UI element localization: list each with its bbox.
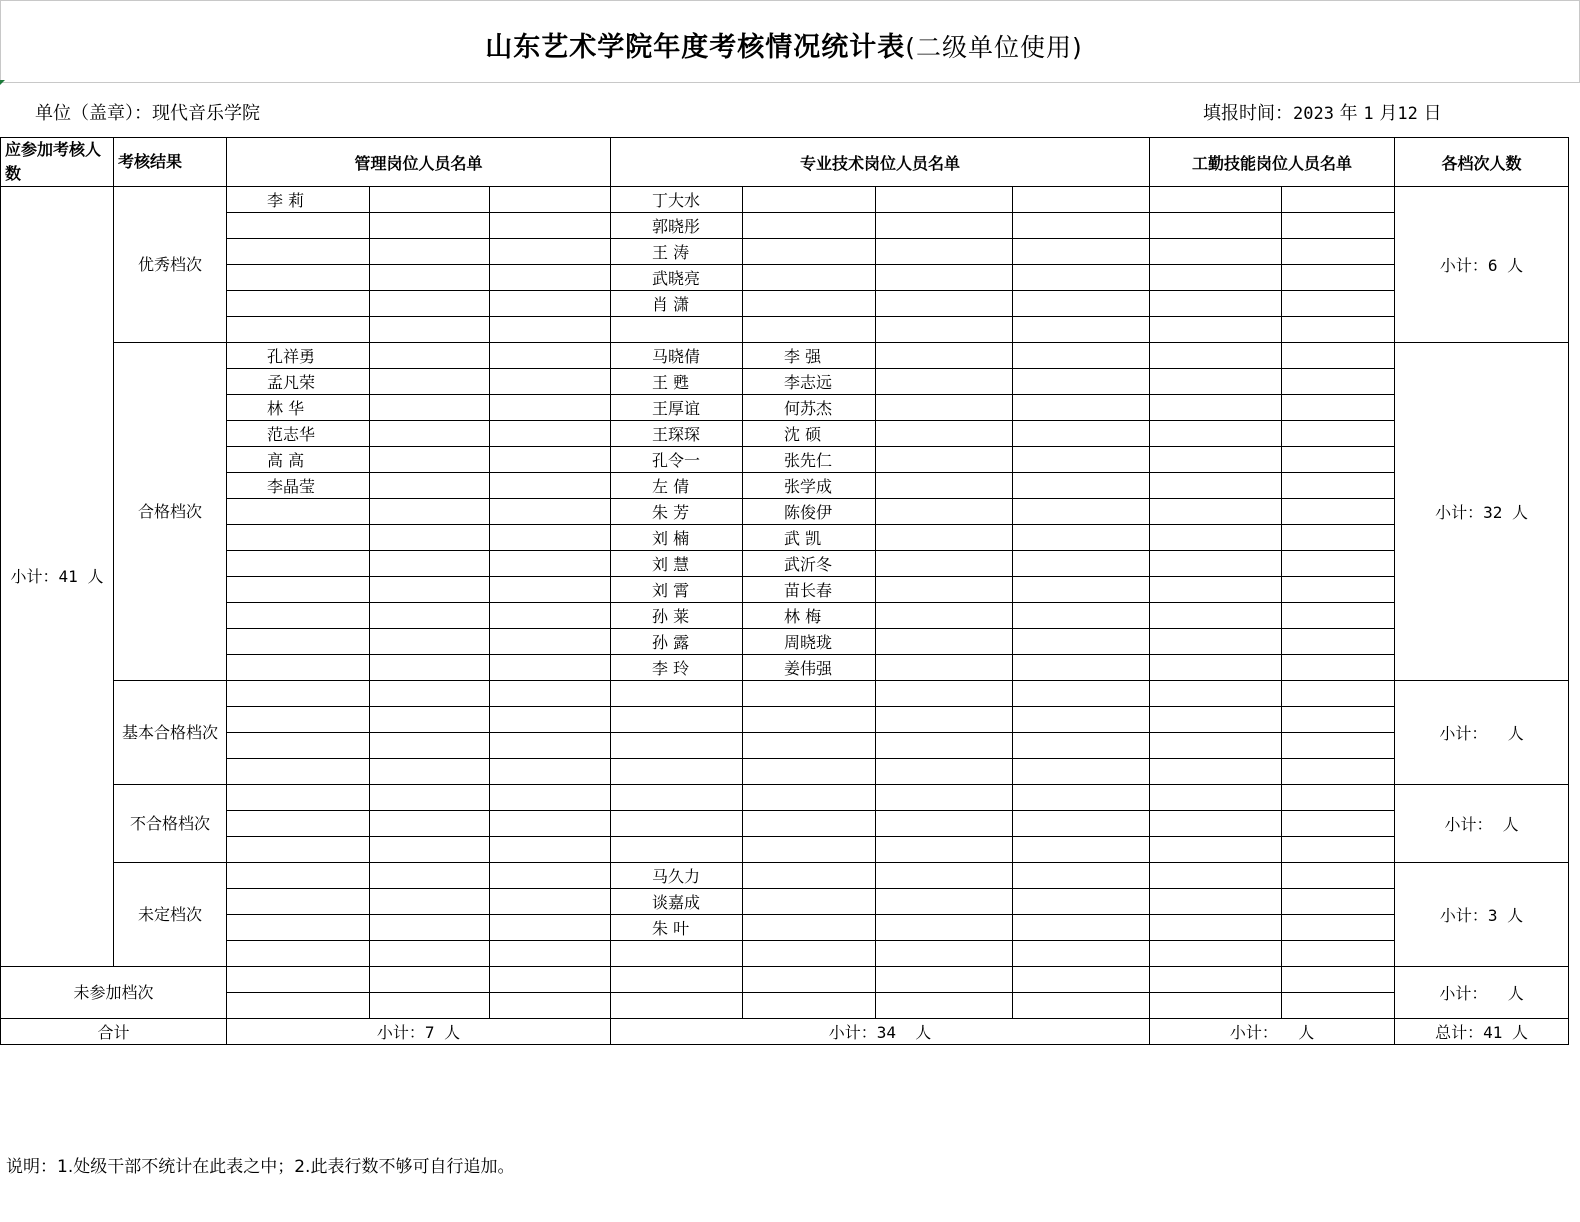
table-row [1, 889, 1569, 915]
totals-label: 合计 [1, 1019, 227, 1045]
prof-name[interactable]: 刘 慧 [611, 551, 743, 577]
prof-name[interactable]: 刘 楠 [611, 525, 743, 551]
table-row [1, 395, 1569, 421]
mgmt-name[interactable]: 高 高 [227, 447, 370, 473]
totals-row [1, 1019, 1569, 1045]
prof-name[interactable]: 武晓亮 [611, 265, 743, 291]
table-row [1, 291, 1569, 317]
table-row [1, 317, 1569, 343]
prof-name[interactable]: 何苏杰 [743, 395, 876, 421]
table-row [1, 785, 1569, 811]
prof-name[interactable]: 郭晓彤 [611, 213, 743, 239]
prof-name[interactable]: 武 凯 [743, 525, 876, 551]
prof-name[interactable]: 武沂冬 [743, 551, 876, 577]
table-row [1, 915, 1569, 941]
assessment-table [0, 137, 1569, 1045]
table-row [1, 551, 1569, 577]
participants-total: 小计：41 人 [1, 187, 114, 967]
mgmt-name[interactable]: 李 莉 [227, 187, 370, 213]
title-main: 山东艺术学院年度考核情况统计表 [485, 32, 906, 63]
table-row [1, 603, 1569, 629]
prof-name[interactable]: 苗长春 [743, 577, 876, 603]
table-row [1, 525, 1569, 551]
cell-marker [0, 80, 5, 85]
table-row [1, 837, 1569, 863]
fill-month: 1 [1363, 104, 1374, 124]
prof-name[interactable]: 张先仁 [743, 447, 876, 473]
total-worker: 小计： 人 [1150, 1019, 1395, 1045]
header-management: 管理岗位人员名单 [227, 138, 611, 187]
subtotal-qualified: 小计：32 人 [1395, 343, 1569, 681]
table-row [1, 447, 1569, 473]
level-undetermined: 未定档次 [114, 863, 227, 967]
table-row [1, 239, 1569, 265]
level-excellent: 优秀档次 [114, 187, 227, 343]
header-participants: 应参加考核人数 [1, 138, 114, 187]
prof-name[interactable]: 王 甦 [611, 369, 743, 395]
prof-name[interactable]: 李志远 [743, 369, 876, 395]
table-row [1, 993, 1569, 1019]
prof-name[interactable]: 左 倩 [611, 473, 743, 499]
unit-label: 单位（盖章）：现代音乐学院 [35, 103, 260, 124]
prof-name[interactable]: 马久力 [611, 863, 743, 889]
table-row [1, 213, 1569, 239]
fill-date [1203, 99, 1442, 125]
table-row [1, 265, 1569, 291]
prof-name[interactable]: 孙 莱 [611, 603, 743, 629]
prof-name[interactable]: 李 玲 [611, 655, 743, 681]
prof-name[interactable]: 丁大水 [611, 187, 743, 213]
prof-name[interactable]: 姜伟强 [743, 655, 876, 681]
header-result: 考核结果 [114, 138, 227, 187]
subtotal-not-participated: 小计： 人 [1395, 967, 1569, 1019]
table-row [1, 629, 1569, 655]
table-row [1, 707, 1569, 733]
table-row [1, 577, 1569, 603]
table-row [1, 811, 1569, 837]
header-professional: 专业技术岗位人员名单 [611, 138, 1150, 187]
title-box [0, 0, 1580, 83]
mgmt-name[interactable]: 林 华 [227, 395, 370, 421]
header-row [1, 138, 1569, 187]
grand-total: 总计：41 人 [1395, 1019, 1569, 1045]
prof-name[interactable]: 马晓倩 [611, 343, 743, 369]
prof-name[interactable]: 孔令一 [611, 447, 743, 473]
level-qualified: 合格档次 [114, 343, 227, 681]
table-row [1, 421, 1569, 447]
table-row [1, 681, 1569, 707]
header-per-level: 各档次人数 [1395, 138, 1569, 187]
mgmt-name[interactable]: 孔祥勇 [227, 343, 370, 369]
level-not-participated: 未参加档次 [1, 967, 227, 1019]
prof-name[interactable]: 张学成 [743, 473, 876, 499]
table-row [1, 941, 1569, 967]
header-worker: 工勤技能岗位人员名单 [1150, 138, 1395, 187]
fill-month-unit: 月 [1373, 103, 1398, 124]
table-row [1, 759, 1569, 785]
mgmt-name[interactable]: 孟凡荣 [227, 369, 370, 395]
table-row [1, 733, 1569, 759]
mgmt-name[interactable]: 李晶莹 [227, 473, 370, 499]
prof-name[interactable]: 李 强 [743, 343, 876, 369]
fill-year-unit: 年 [1333, 103, 1364, 124]
prof-name[interactable]: 朱 芳 [611, 499, 743, 525]
prof-name[interactable]: 周晓珑 [743, 629, 876, 655]
mgmt-name[interactable]: 范志华 [227, 421, 370, 447]
table-row [1, 863, 1569, 889]
table-row [1, 655, 1569, 681]
subtotal-undetermined: 小计：3 人 [1395, 863, 1569, 967]
notes: 说明：1.处级干部不统计在此表之中；2.此表行数不够可自行追加。 [6, 1157, 515, 1177]
title-suffix: (二级单位使用) [905, 33, 1083, 62]
table-row [1, 343, 1569, 369]
prof-name[interactable]: 王厚谊 [611, 395, 743, 421]
prof-name[interactable]: 刘 霄 [611, 577, 743, 603]
prof-name[interactable]: 肖 潇 [611, 291, 743, 317]
prof-name[interactable]: 林 梅 [743, 603, 876, 629]
prof-name[interactable]: 谈嘉成 [611, 889, 743, 915]
prof-name[interactable]: 朱 叶 [611, 915, 743, 941]
fill-day-unit: 日 [1417, 103, 1442, 124]
level-unqualified: 不合格档次 [114, 785, 227, 863]
table-row [1, 473, 1569, 499]
prof-name[interactable]: 孙 露 [611, 629, 743, 655]
total-management: 小计：7 人 [227, 1019, 611, 1045]
total-professional: 小计：34 人 [611, 1019, 1150, 1045]
prof-name[interactable]: 王琛琛 [611, 421, 743, 447]
fill-day: 12 [1397, 104, 1418, 124]
fill-year: 2023 [1293, 104, 1334, 124]
table-row [1, 967, 1569, 993]
prof-name[interactable]: 陈俊伊 [743, 499, 876, 525]
table-row [1, 499, 1569, 525]
prof-name[interactable]: 王 涛 [611, 239, 743, 265]
subtotal-unqualified: 小计： 人 [1395, 785, 1569, 863]
table-row [1, 187, 1569, 213]
level-basic: 基本合格档次 [114, 681, 227, 785]
subtotal-excellent: 小计：6 人 [1395, 187, 1569, 343]
subtotal-basic: 小计： 人 [1395, 681, 1569, 785]
prof-name[interactable]: 沈 硕 [743, 421, 876, 447]
fill-date-label: 填报时间： [1203, 103, 1293, 124]
table-row [1, 369, 1569, 395]
page-title [1, 25, 1567, 64]
